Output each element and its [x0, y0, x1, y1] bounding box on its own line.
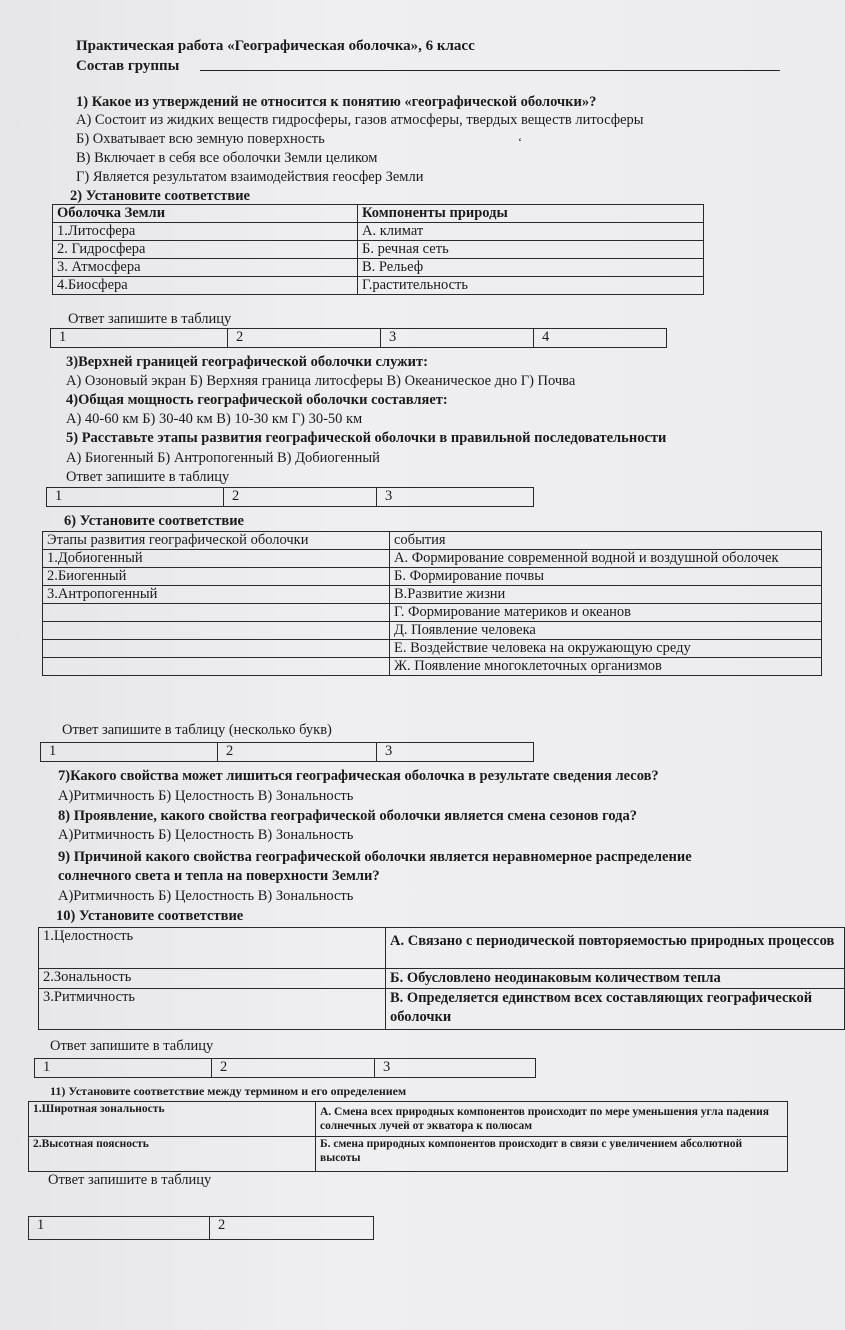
table-cell: 3. Атмосфера	[53, 259, 358, 277]
answer-cell[interactable]: 2	[210, 1217, 374, 1240]
table-cell: В. Рельеф	[358, 259, 704, 277]
q8-text: 8) Проявление, какого свойства географической оболочки является смена сезонов года?	[58, 808, 637, 824]
q6-answer-table	[40, 742, 534, 762]
table-row	[43, 550, 822, 568]
page-title: Практическая работа «Географическая оболочка», 6 класс	[76, 38, 475, 54]
table-cell: Ж. Появление многоклеточных организмов	[390, 658, 822, 676]
answer-cell[interactable]: 1	[35, 1059, 212, 1078]
table-cell	[43, 658, 390, 676]
table-cell: 2.Высотная поясность	[29, 1137, 316, 1172]
table-cell: 2.Биогенный	[43, 568, 390, 586]
table-cell: 2.Зональность	[39, 969, 386, 989]
answer-cell[interactable]: 4	[534, 329, 667, 348]
table-row	[53, 277, 704, 295]
q9-options: А)Ритмичность Б) Целостность В) Зональность	[58, 888, 354, 904]
q3-options: А) Озоновый экран Б) Верхняя граница литосферы В) Океаническое дно Г) Почва	[66, 373, 576, 389]
table-row	[43, 568, 822, 586]
q11-answer-label: Ответ запишите в таблицу	[48, 1172, 212, 1188]
table-cell: Г. Формирование материков и океанов	[390, 604, 822, 622]
table-cell: 3.Антропогенный	[43, 586, 390, 604]
q2-answer-label: Ответ запишите в таблицу	[68, 311, 232, 327]
answer-cell[interactable]: 2	[218, 743, 377, 762]
table-cell: 3.Ритмичность	[39, 989, 386, 1030]
q9-text-line1: 9) Причиной какого свойства географической оболочки является неравномерное распределение	[58, 849, 692, 865]
q5-answer-label: Ответ запишите в таблицу	[66, 469, 230, 485]
q1-option-d: Г) Является результатом взаимодействия геосфер Земли	[76, 169, 424, 185]
table-row	[53, 223, 704, 241]
answer-cell[interactable]: 3	[375, 1059, 536, 1078]
answer-cell[interactable]: 1	[47, 488, 224, 507]
q2-text: 2) Установите соответствие	[70, 188, 250, 204]
q10-text: 10) Установите соответствие	[56, 908, 244, 924]
table-header-row	[53, 205, 704, 223]
q1-option-b: Б) Охватывает всю земную поверхность	[76, 131, 325, 147]
table-cell: Б. Обусловлено неодинаковым количеством тепла	[386, 969, 845, 989]
table-header-row	[43, 532, 822, 550]
table-row	[53, 241, 704, 259]
answer-cell[interactable]: 1	[29, 1217, 210, 1240]
q6-match-table	[42, 531, 822, 676]
table-cell: А. Формирование современной водной и воздушной оболочек	[390, 550, 822, 568]
table-cell: 1.Литосфера	[53, 223, 358, 241]
q5-answer-table	[46, 487, 534, 507]
answer-cell[interactable]: 2	[224, 488, 377, 507]
q8-options: А)Ритмичность Б) Целостность В) Зональность	[58, 827, 354, 843]
q10-answer-table	[34, 1058, 536, 1078]
table-header: Этапы развития географической оболочки	[43, 532, 390, 550]
q10-answer-label: Ответ запишите в таблицу	[50, 1038, 214, 1054]
answer-cell[interactable]: 2	[212, 1059, 375, 1078]
table-row	[39, 989, 845, 1030]
table-cell: Д. Появление человека	[390, 622, 822, 640]
table-cell: А. Смена всех природных компонентов происходит по мере уменьшения угла падения солнечных лучей от экватора к полюсам	[316, 1102, 788, 1137]
q7-text: 7)Какого свойства может лишиться географическая оболочка в результате сведения лесов?	[58, 768, 659, 784]
answer-cell[interactable]: 1	[41, 743, 218, 762]
q10-match-table	[38, 927, 845, 1030]
table-cell: 4.Биосфера	[53, 277, 358, 295]
answer-cell[interactable]: 3	[381, 329, 534, 348]
table-cell: А. Связано с периодической повторяемостью природных процессов	[386, 928, 845, 969]
q11-match-table	[28, 1101, 788, 1172]
table-header: события	[390, 532, 822, 550]
answer-cell[interactable]: 1	[51, 329, 228, 348]
table-row	[29, 1137, 788, 1172]
table-cell: В.Развитие жизни	[390, 586, 822, 604]
q9-text-line2: солнечного света и тепла на поверхности Земли?	[58, 868, 380, 884]
table-cell: Е. Воздействие человека на окружающую среду	[390, 640, 822, 658]
table-row	[43, 658, 822, 676]
table-cell	[43, 604, 390, 622]
q6-text: 6) Установите соответствие	[64, 513, 244, 529]
q6-answer-label: Ответ запишите в таблицу (несколько букв)	[62, 722, 332, 738]
q1-option-a: А) Состоит из жидких веществ гидросферы, газов атмосферы, твердых веществ литосферы	[76, 112, 644, 128]
q4-options: А) 40-60 км Б) 30-40 км В) 10-30 км Г) 30-50 км	[66, 411, 363, 427]
table-row	[53, 259, 704, 277]
table-cell: 2. Гидросфера	[53, 241, 358, 259]
q2-answer-table	[50, 328, 667, 348]
table-cell: Г.растительность	[358, 277, 704, 295]
answer-cell[interactable]: 3	[377, 488, 534, 507]
q1-text: 1) Какое из утверждений не относится к понятию «географической оболочки»?	[76, 94, 597, 110]
table-cell: В. Определяется единством всех составляющих географической оболочки	[386, 989, 845, 1030]
q7-options: А)Ритмичность Б) Целостность В) Зональность	[58, 788, 354, 804]
q3-text: 3)Верхней границей географической оболочки служит:	[66, 354, 428, 370]
table-row	[43, 586, 822, 604]
table-cell: А. климат	[358, 223, 704, 241]
table-cell: 1.Добиогенный	[43, 550, 390, 568]
table-cell: 1.Целостность	[39, 928, 386, 969]
table-cell	[43, 622, 390, 640]
table-row	[39, 928, 845, 969]
group-label: Состав группы	[76, 58, 180, 74]
table-header: Оболочка Земли	[53, 205, 358, 223]
table-header: Компоненты природы	[358, 205, 704, 223]
table-row	[39, 969, 845, 989]
table-cell: 1.Широтная зональность	[29, 1102, 316, 1137]
table-row	[43, 622, 822, 640]
table-row	[43, 604, 822, 622]
q11-text: 11) Установите соответствие между термином и его определением	[50, 1084, 407, 1098]
table-row	[29, 1102, 788, 1137]
stray-mark: ʻ	[518, 135, 522, 149]
answer-cell[interactable]: 2	[228, 329, 381, 348]
q5-text: 5) Расставьте этапы развития географической оболочки в правильной последовательности	[66, 430, 667, 446]
q4-text: 4)Общая мощность географической оболочки составляет:	[66, 392, 448, 408]
q2-match-table	[52, 204, 704, 295]
group-names-line[interactable]	[200, 70, 780, 71]
q11-answer-table	[28, 1216, 374, 1240]
q1-option-c: В) Включает в себя все оболочки Земли целиком	[76, 150, 378, 166]
table-row	[43, 640, 822, 658]
table-cell	[43, 640, 390, 658]
answer-cell[interactable]: 3	[377, 743, 534, 762]
table-cell: Б. Формирование почвы	[390, 568, 822, 586]
table-cell: Б. смена природных компонентов происходит в связи с увеличением абсолютной высоты	[316, 1137, 788, 1172]
q5-options: А) Биогенный Б) Антропогенный В) Добиогенный	[66, 450, 380, 466]
table-cell: Б. речная сеть	[358, 241, 704, 259]
